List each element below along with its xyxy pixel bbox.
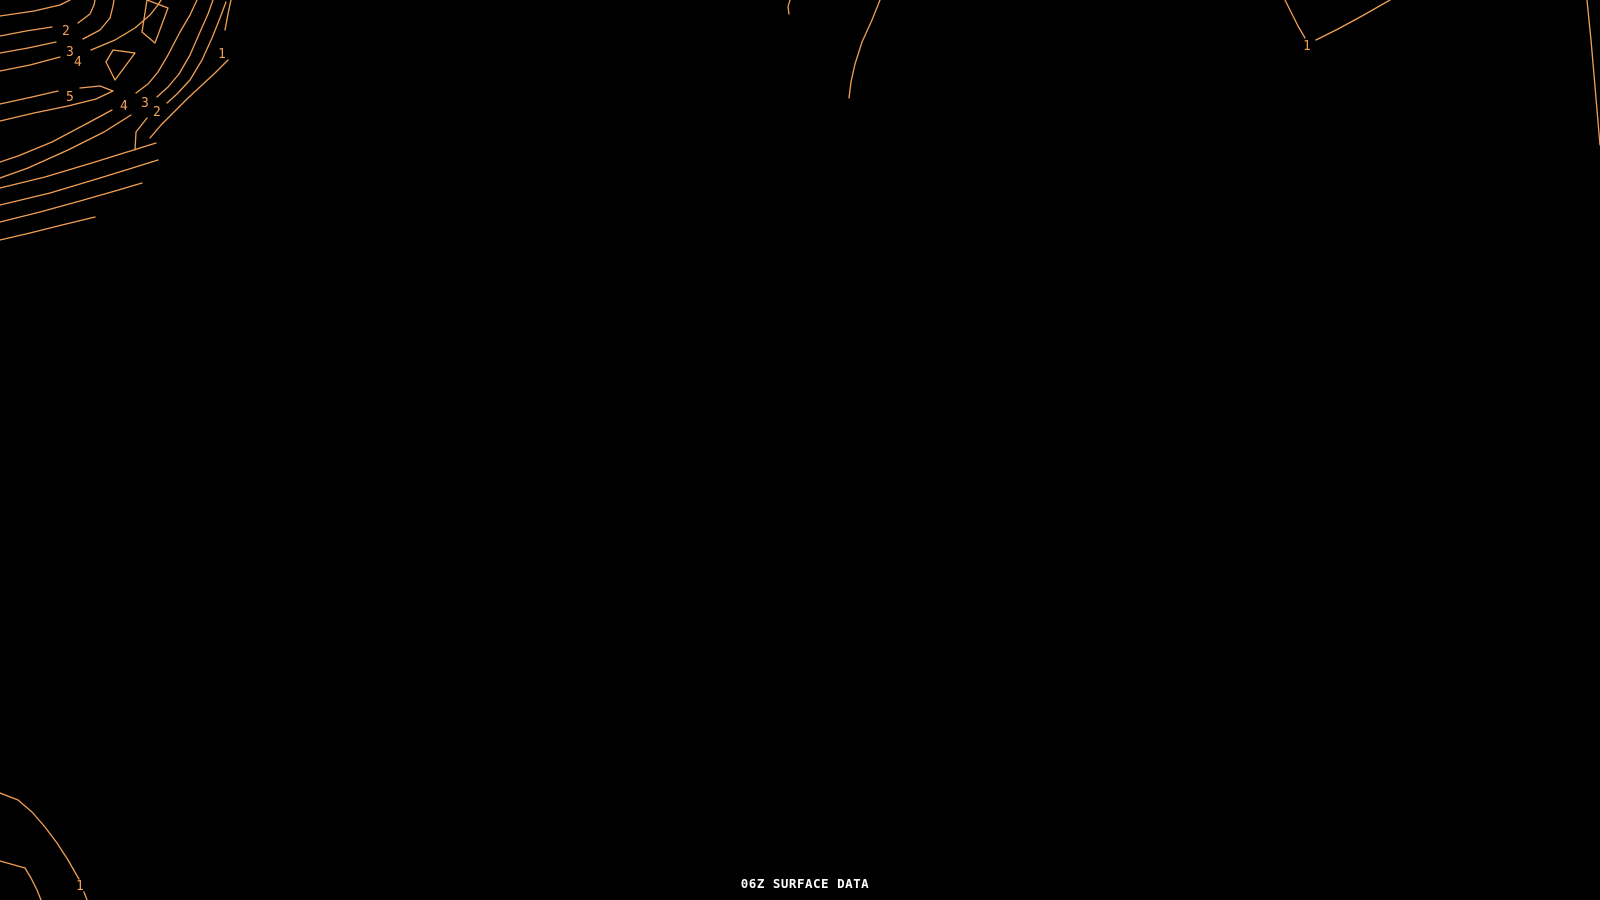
contour-line <box>1587 0 1600 145</box>
contour-label: 1 <box>218 47 226 62</box>
contour-line <box>0 57 60 71</box>
contour-line <box>225 0 231 30</box>
contour-label: 3 <box>66 45 74 60</box>
contour-line <box>142 0 168 43</box>
contour-line <box>0 0 70 16</box>
contour-label: 3 <box>141 96 149 111</box>
contour-line <box>0 42 56 53</box>
contour-line <box>0 115 131 178</box>
contour-line <box>83 0 114 39</box>
contour-label: 1 <box>1303 39 1311 54</box>
contour-line <box>106 50 135 80</box>
contour-label-group <box>62 24 1311 894</box>
contour-line <box>91 0 161 50</box>
contour-line <box>788 0 790 14</box>
contour-label: 2 <box>62 24 70 39</box>
contour-line <box>150 60 228 138</box>
contour-label: 2 <box>153 105 161 120</box>
contour-line <box>84 892 87 900</box>
contour-line <box>1285 0 1305 38</box>
contour-label: 4 <box>120 99 128 114</box>
contour-line <box>135 118 147 150</box>
contour-line <box>0 861 41 900</box>
contour-line <box>0 183 142 222</box>
contour-line <box>0 793 79 879</box>
contour-line <box>0 91 58 104</box>
contour-label: 1 <box>76 879 84 894</box>
contour-label: 4 <box>74 55 82 70</box>
contour-line <box>1316 0 1390 40</box>
contour-line <box>0 217 95 240</box>
map-title: 06Z SURFACE DATA <box>740 876 870 891</box>
contour-line <box>849 0 880 98</box>
contour-label: 5 <box>66 90 74 105</box>
contour-line <box>0 143 156 188</box>
contour-line <box>78 0 95 23</box>
contour-line <box>0 27 52 36</box>
